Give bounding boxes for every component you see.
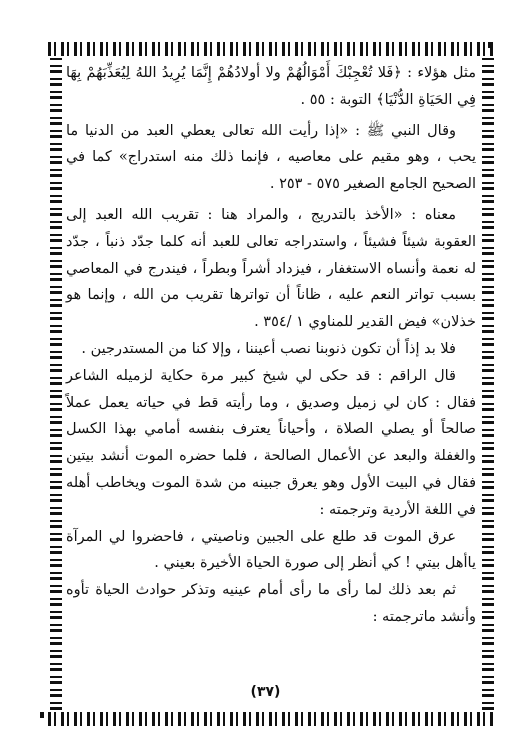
paragraph-story: قال الراقم : قد حكى لي شيخ كبير مرة حكاية لزميله الشاعر فقال : كان لي زميل وصديق ، وما رأيته قط في حياته يعمل عملاً صالحاً أو يصلي الصلاة ، وأحياناً يعترف بنفسه أمامي بهذا الكسل والغفلة والبعد عن الأعمال الصالحة ، فلما حضره الموت أنشد بيتين فقال في البيت الأول وهو يعرق جبينه من شدة الموت ويخاطب أهله في اللغة الأردية وترجمته : [66, 367, 477, 518]
paragraph-quran-verse: مثل هؤلاء : ﴿فَلا تُعْجِبْكَ أَمْوَالُهُمْ ولا أولادُهُمْ إِنَّمَا يُرِيدُ اللهُ لِيُعَذِّبَهُمْ بِهَا فِي الحَيَاةِ الدُّنْيَا﴾ التوبة : ٥٥ . [66, 65, 476, 108]
paragraph-hadith: وقال النبي ﷺ : «إذا رأيت الله تعالى يعطي العبد من الدنيا ما يحب ، وهو مقيم على معاصيه ، فإنما ذلك منه استدراج» كما في الصحيح الجامع الصغير ٥٧٥ - ٢٥٣ . [66, 122, 476, 193]
ornamental-border-top [48, 42, 496, 56]
ornamental-border-bottom [48, 712, 496, 726]
ornamental-border-right [482, 58, 494, 710]
paragraph-meaning: معناه : «الأخذ بالتدريج ، والمراد هنا : تقريب الله العبد إلى العقوبة شيئاً فشيئاً ، واستدراجه تعالى للعبد أنه كلما جدّد ذنباً ، جدّد له نعمة وأنساه الاستغفار ، فيزداد أشراً وبطراً ، فيندرج في المعاصي بسبب تواتر النعم عليه ، ظاناً أن تواترها تقريب من الله ، وإنما هو خذلان» فيض القدير للمناوي ١ /٣٥٤ . [66, 206, 476, 331]
corner-mark-bottom-left [40, 712, 44, 718]
ornamental-border-left [50, 58, 62, 710]
paragraph-conclusion: فلا بد إذاً أن تكون ذنوبنا نصب أعيننا ، وإلا كنا من المستدرجين . [81, 340, 456, 357]
page-body-text [66, 60, 476, 690]
page-number: (٣٧) [250, 684, 281, 700]
corner-mark-top-right [488, 42, 492, 48]
paragraph-verse-translation: عرق الموت قد طلع على الجبين وناصيتي ، فاحضروا لي المرآة ياأهل بيتي ! كي أنظر إلى صورة الحياة الأخيرة بعيني . [66, 528, 476, 572]
paragraph-ending: ثم بعد ذلك لما رأى ما رأى أمام عينيه وتذكر حوادث الحياة تأوه وأنشد ماترجمته : [66, 582, 476, 625]
